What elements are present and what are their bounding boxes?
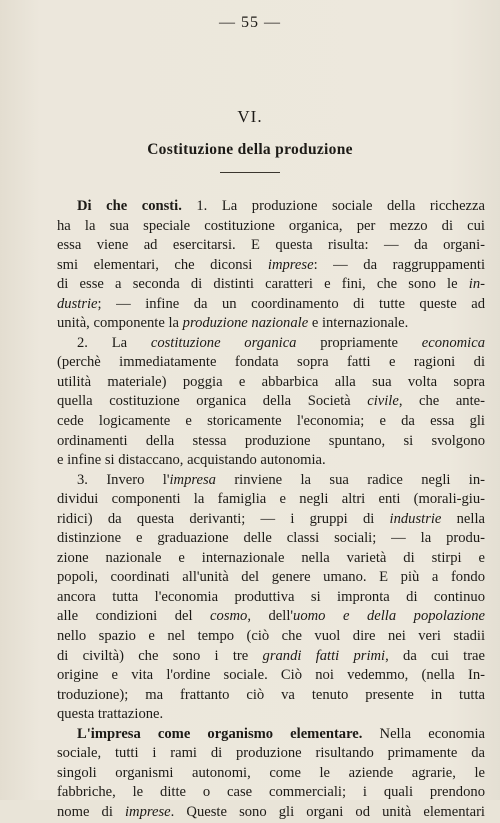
text-segment: alle condizioni del [57, 608, 211, 625]
text-segment: ancora tutta l'economia produttiva si impronta di continuo [57, 588, 485, 605]
text-segment: ha la sua speciale costituzione organica, per mezzo di cui [57, 217, 485, 234]
text-line [57, 803, 485, 823]
emphasized-text: produzione nazionale [182, 315, 309, 332]
text-line [57, 392, 485, 412]
text-segment: zione nazionale e internazionale nella varietà di stirpi e [57, 549, 485, 566]
text-segment: ordinamenti della stessa produzione spuntano, si svolgono [57, 432, 485, 449]
text-line [57, 725, 485, 745]
text-segment: singoli organismi autonomi, come le aziende agrarie, le [57, 764, 485, 781]
emphasized-text: economica [421, 334, 485, 351]
text-line [57, 236, 485, 256]
section-heading: L'impresa come organismo elementare. [77, 725, 363, 742]
emphasized-text: industrie [389, 510, 442, 527]
text-segment: troduzione); ma frattanto ciò va tenuto presente in tutta [57, 686, 485, 703]
text-segment: sociale, tutti i rami di produzione risultando primamente da [57, 745, 485, 762]
text-line [57, 217, 485, 237]
text-segment: fabbriche, le ditte o case commerciali; i quali prendono [57, 784, 485, 801]
emphasized-text: imprese [125, 803, 171, 820]
text-line [57, 686, 485, 706]
text-line [57, 471, 485, 491]
text-line [57, 314, 485, 334]
text-line [57, 373, 485, 393]
emphasized-text: dustrie [57, 295, 98, 312]
text-segment: 2. La [77, 334, 151, 351]
text-segment: nello spazio e nel tempo (ciò che vuol dire nei veri stadii [57, 628, 485, 645]
text-segment: Nella economia [362, 725, 485, 742]
text-line [57, 334, 485, 354]
text-segment: : — da raggruppamenti [313, 256, 485, 273]
text-line [57, 275, 485, 295]
text-segment: smi elementari, che diconsi [57, 256, 268, 273]
title-divider [220, 172, 280, 173]
text-line [57, 490, 485, 510]
text-segment: , che ante- [398, 393, 485, 410]
emphasized-text: imprese [267, 256, 314, 273]
text-segment: . Queste sono gli organi od unità elementari [170, 803, 485, 820]
chapter-title: Costituzione della produzione [147, 141, 353, 158]
text-segment: nella [441, 510, 485, 527]
text-segment: utilità materiale) poggia e abbarbica alla sua volta sopra [57, 373, 485, 390]
text-line [57, 451, 485, 471]
chapter-number: VI. [237, 107, 263, 126]
emphasized-text: uomo e della popolazione [293, 608, 485, 625]
text-line [57, 295, 485, 315]
body-text [57, 197, 485, 823]
text-segment: e infine si distaccano, acquistando autonomia. [57, 452, 326, 469]
text-line [57, 627, 485, 647]
text-segment: di civiltà) che sono i tre [57, 647, 263, 664]
text-line [57, 412, 485, 432]
text-line [57, 197, 485, 217]
page-number: — 55 — [219, 14, 281, 31]
text-segment: distinzione e graduazione delle classi sociali; — la produ- [57, 530, 485, 547]
text-segment: popoli, coordinati all'unità del genere umano. E più a fondo [57, 569, 485, 586]
text-line [57, 549, 485, 569]
text-segment: 1. La produzione sociale della ricchezza [181, 198, 485, 214]
text-line [57, 647, 485, 667]
text-segment: e internazionale. [308, 315, 409, 332]
text-line [57, 744, 485, 764]
text-segment: origine e vita l'ordine sociale. Ciò noi vedemmo, (nella In- [57, 667, 485, 684]
text-segment: propriamente [296, 334, 422, 351]
emphasized-text: impresa [169, 471, 216, 488]
text-line [57, 588, 485, 608]
emphasized-text: civile [367, 393, 399, 410]
text-segment: ; — infine da un coordinamento di tutte queste ad [97, 295, 485, 312]
text-segment: dividui componenti la famiglia e negli altri enti (morali-giu- [57, 491, 485, 508]
text-line [57, 529, 485, 549]
text-segment: nome di [57, 803, 125, 820]
text-segment: (perchè immediatamente fondata sopra fatti e ragioni di [57, 354, 485, 371]
text-line [57, 666, 485, 686]
text-line [57, 568, 485, 588]
text-line [57, 607, 485, 627]
text-segment: questa trattazione. [57, 706, 164, 723]
text-segment: 3. Invero l' [77, 471, 170, 488]
text-segment: rinviene la sua radice negli in- [215, 471, 486, 488]
text-line [57, 510, 485, 530]
emphasized-text: grandi fatti primi [262, 647, 386, 664]
text-segment: unità, componente la [57, 315, 183, 332]
text-segment: ridici) da questa derivanti; — i gruppi di [57, 510, 390, 527]
text-line [57, 783, 485, 803]
text-line [57, 705, 485, 725]
text-segment: essa viene ad esercitarsi. E questa risulta: — da organi- [57, 237, 485, 254]
emphasized-text: costituzione organica [150, 334, 297, 351]
text-segment: cede logicamente e storicamente l'economia; e da essa gli [57, 413, 485, 430]
text-segment: di esse a seconda di distinti caratteri e fini, che sono le [57, 276, 469, 293]
text-line [57, 764, 485, 784]
text-segment: , dell' [247, 608, 294, 625]
section-heading: Di che consti. [77, 198, 182, 214]
text-line [57, 256, 485, 276]
emphasized-text: cosmo [210, 608, 248, 625]
text-line [57, 353, 485, 373]
text-line [57, 432, 485, 452]
emphasized-text: in- [468, 276, 485, 293]
text-segment: , da cui trae [385, 647, 486, 664]
text-segment: quella costituzione organica della Società [57, 393, 368, 410]
